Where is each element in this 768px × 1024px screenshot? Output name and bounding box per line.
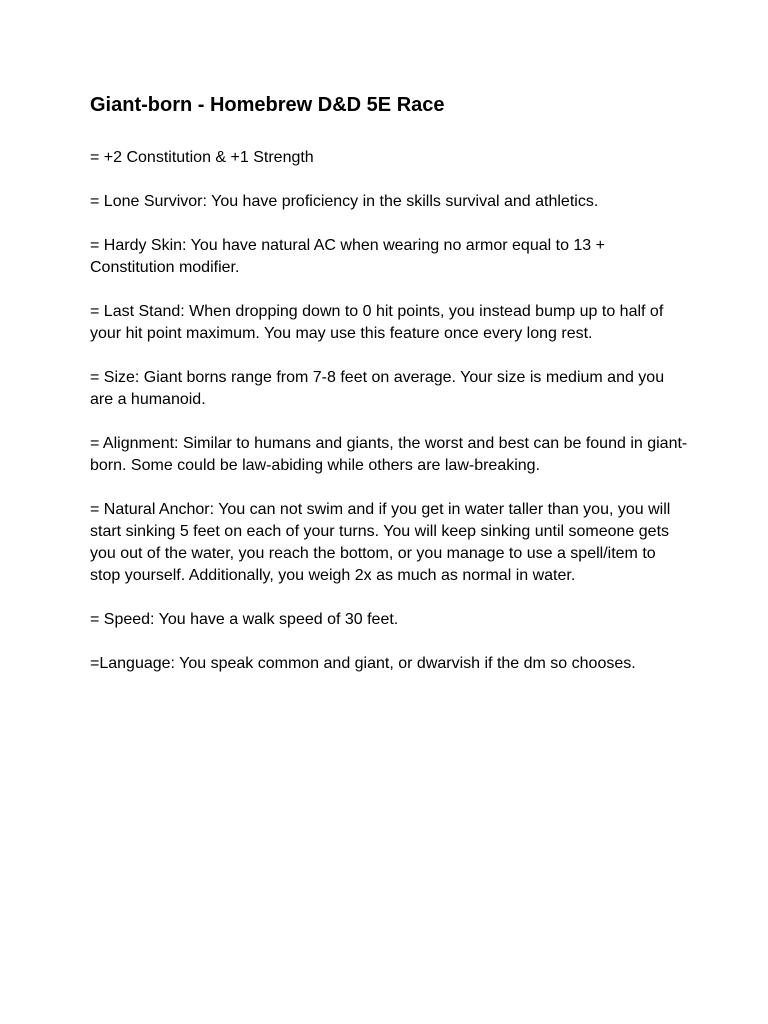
stat-bonus-line: = +2 Constitution & +1 Strength	[90, 149, 314, 166]
document-title: Giant-born - Homebrew D&D 5E Race	[90, 94, 445, 116]
trait-lone-survivor: = Lone Survivor: You have proficiency in the skills survival and athletics.	[90, 193, 599, 210]
trait-language: =Language: You speak common and giant, or dwarvish if the dm so chooses.	[90, 655, 636, 672]
trait-size: = Size: Giant borns range from 7-8 feet on average. Your size is medium and you are a humanoid.	[90, 369, 665, 408]
trait-alignment: = Alignment: Similar to humans and giants, the worst and best can be found in giant-born. Some could be law-abiding while others are law-breaking.	[90, 435, 688, 474]
trait-last-stand: = Last Stand: When dropping down to 0 hit points, you instead bump up to half of your hit point maximum. You may use this feature once every long rest.	[90, 303, 664, 342]
trait-natural-anchor: = Natural Anchor: You can not swim and if you get in water taller than you, you will start sinking 5 feet on each of your turns. You will keep sinking until someone gets you out of the water, you reach the bottom, or you manage to use a spell/item to stop yourself. Additionally, you weigh 2x as much as normal in water.	[90, 501, 671, 584]
trait-speed: = Speed: You have a walk speed of 30 feet.	[90, 611, 399, 628]
document-body	[90, 92, 690, 697]
trait-hardy-skin: = Hardy Skin: You have natural AC when wearing no armor equal to 13 + Constitution modifier.	[90, 237, 605, 276]
